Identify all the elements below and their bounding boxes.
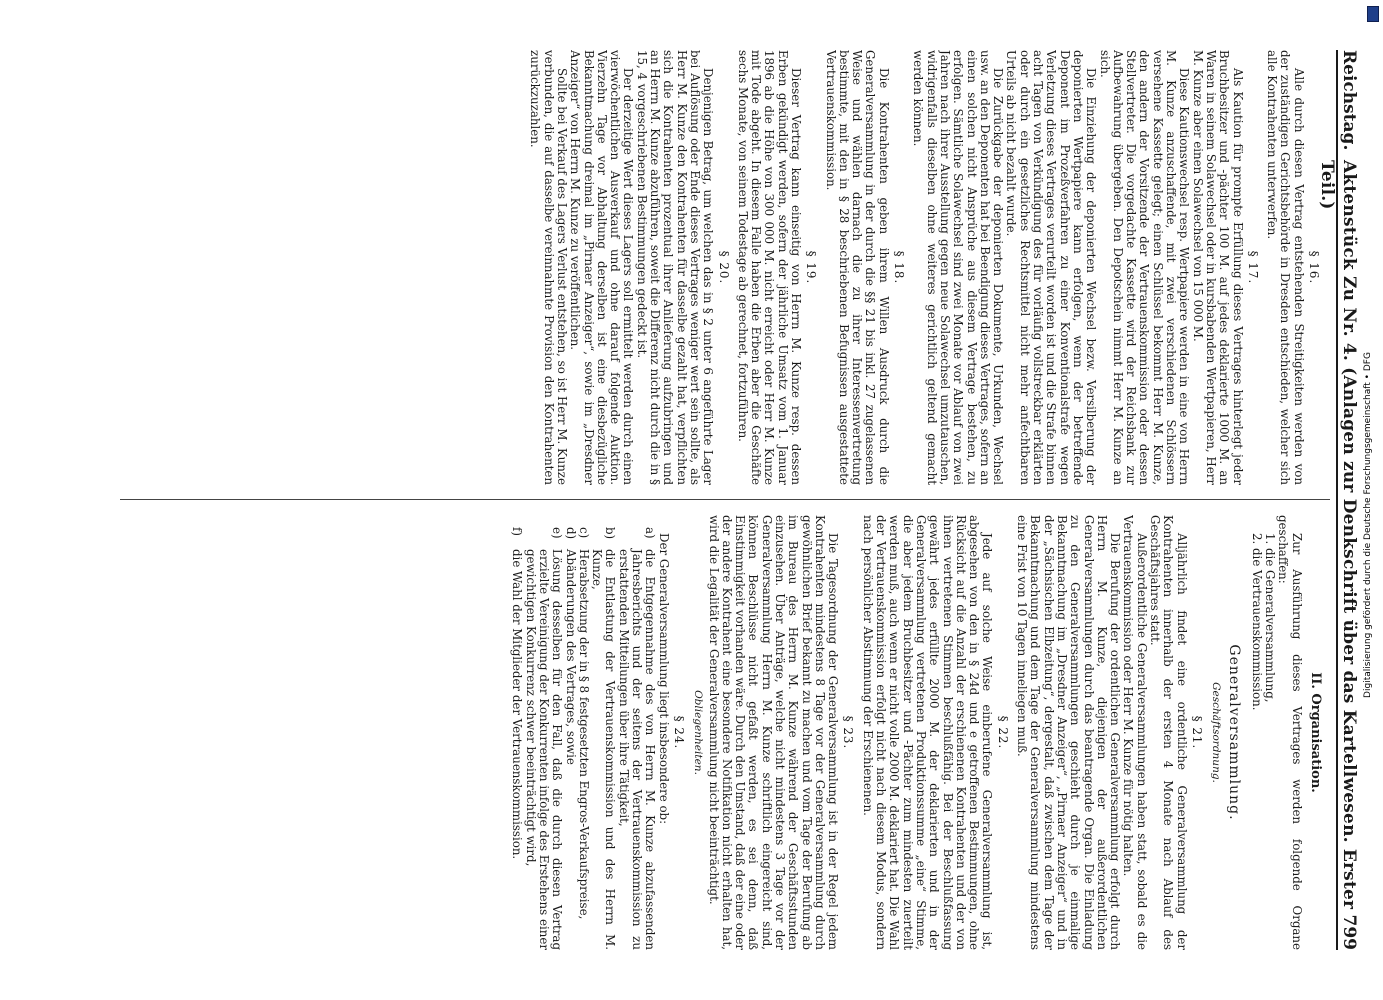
generalversammlung-heading: Generalversammlung.	[1225, 644, 1242, 821]
digitization-note: Digitalisierung gefördert durch die Deutsche Forschungsgemeinschaft • DFG	[1363, 352, 1373, 698]
section-23-heading: § 23.	[841, 715, 856, 750]
obliegenheiten-subheading: Obliegenheiten.	[692, 690, 705, 775]
section-22-heading: § 22.	[995, 715, 1010, 750]
section-20-paragraph: Der derzeitige Wert dieses Lagers soll ermittelt werden durch einen vierwöchentlichen Ausverkauf und ohne darauf folgende Auktion. Vierzehn Tage vor Abhaltung derselben ist eine diesbezügliche Bekanntmachung dreimal im „Pirnaer Anzeiger“, sowie im „Dresdner Anzeiger“ von Herrn M. Kunze zu veröffentlichen.	[568, 50, 636, 485]
section-18-heading: § 18.	[892, 250, 907, 285]
section-21-paragraph: Die Berufung der ordentlichen Generalversammlung erfolgt durch Herrn M. Kunze, diejenigen der außerordentlichen Generalversammlungen durch das beantragende Organ. Die Einladung zu den Generalversammlungen geschieht durch je einmalige Bekanntmachung im „Dresdner Anzeiger“, „Pirnaer Anzeiger“ und in der „Sächsischen Elbzeitung“, dergestalt, daß zwischen dem Tage der Bekanntmachung und dem Tage der Generalversammlung mindestens eine Frist von 10 Tagen inneliegen muß.	[1015, 515, 1123, 950]
section-16-heading: § 16.	[1307, 250, 1321, 285]
organ-list-item: 1. die Generalversammlung,	[1263, 533, 1278, 703]
header-left: Reichstag.	[1339, 50, 1359, 151]
right-column	[116, 515, 1326, 950]
organisation-intro: Zur Ausführung dieses Vertrages werden folgende Organe geschaffen:	[1276, 515, 1304, 950]
section-21-paragraph: Alljährlich findet eine ordentliche Generalversammlung der Kontrahenten innerhalb der ersten 4 Monate nach Ablauf des Geschäftsjahres statt.	[1148, 515, 1189, 950]
section-17-paragraph: Die Zurückgabe der deponierten Dokumente, Urkunden, Wechsel usw. an den Deponenten hat bei Beendigung dieses Vertrages, sofern an einen solchen nicht Ansprüche aus diesem Vertrage bestehen, zu erfolgen. Sämtliche Solawechsel sind zwei Monate vor Ablauf von zwei Jahren nach ihrer Ausstellung gegen neue Solawechsel umzutauschen, widrigenfalls dieselben ohne weiteres gerichtlich geltend gemacht werden können.	[911, 50, 1006, 485]
column-divider	[120, 499, 1330, 500]
duty-label: b)	[603, 527, 618, 540]
section-17-paragraph: Als Kaution für prompte Erfüllung dieses Vertrages hinterlegt jeder Bruchbesitzer und -pächter 100 M. auf jedes deklarierte 1000 M. an Waren in seinem Solawechsel oder in kursbabenden Wertpapieren, Herr M. Kunze aber einen Solawechsel von 15 000 M.	[1190, 50, 1245, 485]
duty-label: e)	[550, 527, 565, 539]
organ-list-item: 2. die Vertrauenskommission.	[1249, 533, 1264, 711]
duty-list-item	[510, 515, 523, 950]
section-17-heading: § 17.	[1245, 250, 1260, 285]
header-title: Aktenstück Zu Nr. 4. (Anlagen zur Denkschrift über das Kartellwesen. Erster Teil.)	[1317, 160, 1359, 910]
duty-label: c)	[576, 527, 591, 539]
dfg-scan-tag	[1367, 6, 1379, 22]
duty-list-item	[563, 515, 576, 950]
duty-text: die Wahl der Mitglieder der Vertrauenskommission.	[510, 549, 525, 860]
section-24-heading: § 24.	[671, 715, 686, 750]
section-16-text: Alle durch diesen Vertrag entstehenden Streitigkeiten werden von der zuständigen Gerichtsbehörde in Dresden entschieden, welcher sich alle Kontrahenten unterwerfen.	[1265, 50, 1306, 485]
section-20-paragraph: Sollte bei Verkauf des Lagers Verlust entstehen, so ist Herr M. Kunze verbunden, die auf dasselbe vereinnahmte Provision den Kontrahenten zurückzuzahlen.	[528, 50, 569, 485]
section-20-heading: § 20.	[716, 250, 731, 285]
section-19-heading: § 19.	[804, 250, 819, 285]
duty-label: a)	[643, 527, 658, 539]
section-23-text: Die Tagesordnung der Generalversammlung ist in der Regel jedem Kontrahenten mindestens 8 Tage vor der Generalversammlung durch gewöhnlichen Brief bekannt zu machen und vom Tage der Berufung ab im Bureau des Herrn M. Kunze während der Geschäftsstunden einzusehen. Über Anträge, welche nicht mindestens 3 Tage vor der Generalversammlung Herrn M. Kunze schriftlich eingereicht sind, können Beschlüsse nicht gefaßt werden, es sei denn, daß Einstimmigkeit vorhanden wäre. Durch den Umstand, daß der eine oder der andere Kontrahent eine besondere Notifikation nicht erhalten hat, wird die Legalität der Generalversammlung nicht beeinträchtigt.	[706, 515, 841, 950]
duty-label: d)	[563, 527, 578, 540]
section-18-text: Die Kontrahenten geben ihrem Willen Ausdruck durch die Generalversammlung in der durch die §§ 21 bis inkl. 27 zugelassenen Weise und wählen darnach die zu ihrer Interessenvertretung bestimmte, mit den in § 28 beschriebenen Befugnissen ausgestattete Vertrauenskommission.	[823, 50, 891, 485]
section-19-text: Dieser Vertrag kann einseitig von Herrn M. Kunze resp. dessen Erben gekündigt werden, sofern der jährliche Umsatz vom 1. Januar 1896 ab die Höhe von 300 000 M. nicht erreicht oder Herr M. Kunze mit Tode abgeht. In diesem Falle haben die Erben aber die Geschäfte sechs Monate, von seinem Todestage ab gerechnet, fortzuführen.	[735, 50, 804, 485]
duty-list-item	[577, 515, 590, 950]
part-heading: II. Organisation.	[1308, 672, 1323, 793]
left-column	[116, 50, 1326, 485]
section-22-text: Jede auf solche Weise einberufene Generalversammlung ist, abgesehen von den in § 24d und e getroffenen Bestimmungen, ohne Rücksicht auf die Anzahl der erschienenen Kontrahenten und der von ihnen vertretenen Stimmen beschlußfähig. Bei der Beschlußfassung gewährt jedes erfüllte 2000 M. der deklarierten und in der Generalversammlung vertretenen Produktionssumme „eine“ Stimme, die aber jedem Bruchbesitzer und -Pächter zum mindesten zuerteilt werden muß, auch wenn er nicht volle 2000 M. deklariert hat. Die Wahl der Vertrauenskommission erfolgt nicht nach diesem Modus, sondern nach persönlicher Abstimmung der Erschienenen.	[860, 515, 995, 950]
section-21-heading: § 21.	[1189, 715, 1204, 750]
section-20-paragraph: Denjenigen Betrag, um welchen das in § 2 unter 6 angeführte Lager bei Auflösung oder Ende dieses Vertrages weniger wert sein sollte, als Herr M. Kunze den Kontrahenten für dasselbe gezahlt hat, verpflichten sich die Kontrahenten prozentual ihrer Anlieferung aufzubringen und an Herrn M. Kunze abzuführen, soweit die Differenz nicht durch die in § 15, 4 vorgeschriebenen Bestimmungen gedeckt ist.	[634, 50, 716, 485]
duty-text: Abänderungen des Vertrages, sowie	[563, 549, 578, 765]
page-number: 799	[1339, 914, 1359, 950]
running-header	[1317, 50, 1360, 950]
duty-list-item	[616, 515, 656, 950]
duty-list-item	[523, 515, 563, 950]
duty-label: f)	[510, 527, 525, 536]
duty-text: Herabsetzung der in § 8 festgesetzten Engros-Verkaufspreise,	[576, 549, 591, 920]
section-17-paragraph: Die Einziehung der deponierten Wechsel bezw. Versilberung der deponierten Wertpapiere kann erfolgen, wenn der betreffende Deponent im Prozeßverfahren zu einer Konventionalstrafe wegen Verletzung dieses Vertrages verurteilt worden ist und die Strafe binnen acht Tagen von Verkündigung des für vorläufig vollstreckbar erklärten oder durch ein gesetzliches Rechtsmittel nicht mehr anfechtbaren Urteils ab nicht bezahlt wurde.	[1004, 50, 1099, 485]
rotated-page	[110, 50, 1360, 950]
duty-text: die Entlastung der Vertrauenskommission und des Herrn M. Kunze,	[590, 549, 618, 950]
duty-text: die Entgegennahme des von Herrn M. Kunze abzufassenden Jahresberichts und der seitens der Vertrauenskommission zu erstattenden Mitteilungen über ihre Tätigkeit,	[616, 549, 658, 950]
section-21-paragraph: Außerordentliche Generalversammlungen haben statt, sobald es die Vertrauenskommission oder Herr M. Kunze für nötig halten.	[1121, 515, 1149, 950]
duty-text: Lösung desselben für den Fall, daß die durch diesen Vertrag erzielte Vereinigung der Konkurrenten infolge des Erstehens einer gewichtigen Konkurrenz schwer beeinträchtigt wird,	[523, 549, 565, 950]
section-17-paragraph: Diese Kautionswechsel resp. Wertpapiere werden in eine von Herrn M. Kunze anzuschaffende, mit zwei verschiedenen Schlössern versehene Kassette gelegt; einen Schlüssel bekommt Herr M. Kunze, den andern der Vorsitzende der Vertrauenskommission oder dessen Stellvertreter. Die vorgedachte Kassette wird der Reichsbank zur Aufbewahrung übergeben. Den Depotschein nimmt Herr M. Kunze an sich.	[1097, 50, 1192, 485]
duty-list-item	[590, 515, 617, 950]
geschaeftsordnung-subheading: Geschäftsordnung.	[1210, 682, 1223, 783]
section-24-intro: Der Generalversammlung liegt insbesondere ob:	[656, 533, 671, 825]
